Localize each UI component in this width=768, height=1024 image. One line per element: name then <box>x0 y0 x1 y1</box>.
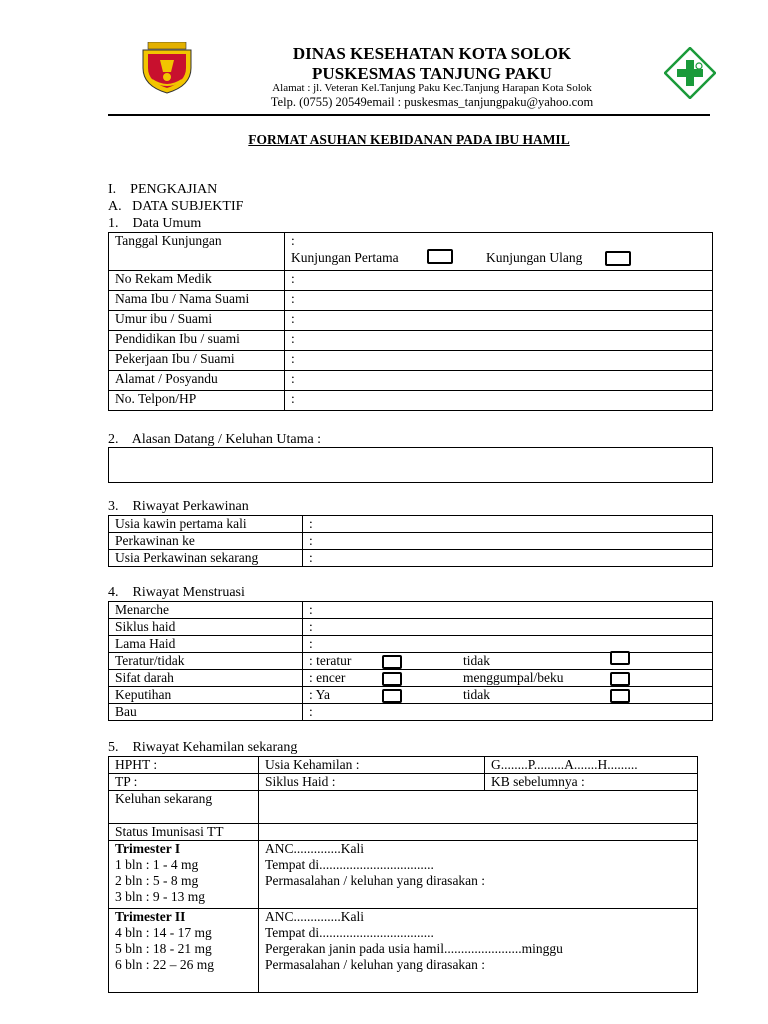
label-tp: TP : <box>109 774 259 791</box>
value-field[interactable]: : <box>285 331 713 351</box>
kunjungan-ulang-label: Kunjungan Ulang <box>486 250 583 265</box>
label-no-telpon: No. Telpon/HP <box>109 391 285 411</box>
encer-label: : encer <box>309 670 346 685</box>
table-row <box>109 824 698 841</box>
table-row <box>109 687 713 704</box>
header-rule <box>108 114 710 116</box>
header-contact: Telp. (0755) 20549email : puskesmas_tanjungpaku@yahoo.com <box>270 95 594 109</box>
label-sifat-darah: Sifat darah <box>109 670 303 687</box>
table-row <box>109 550 713 567</box>
table-row <box>109 791 698 824</box>
label-nama-ibu-suami: Nama Ibu / Nama Suami <box>109 291 285 311</box>
kunjungan-pertama-checkbox[interactable] <box>427 249 453 264</box>
trimester-1-line: 2 bln : 5 - 8 mg <box>115 873 199 888</box>
section-data-umum: 1. Data Umum <box>108 216 202 231</box>
anc-field[interactable]: ANC..............Kali <box>265 841 364 856</box>
label-keluhan-sekarang: Keluhan sekarang <box>109 791 259 824</box>
label-gpah: G........P.........A.......H......... <box>485 757 698 774</box>
keluhan-field[interactable] <box>259 791 698 824</box>
value-field[interactable]: : <box>285 271 713 291</box>
tidak-keputihan-checkbox[interactable] <box>610 689 630 703</box>
tidak-teratur-checkbox[interactable] <box>610 651 630 665</box>
value-field[interactable]: : <box>303 516 713 533</box>
perkawinan-table <box>108 515 713 567</box>
table-row <box>109 533 713 550</box>
value-field[interactable]: : <box>303 636 713 653</box>
tempat-field[interactable]: Tempat di.................................. <box>265 857 434 872</box>
label-lama-haid: Lama Haid <box>109 636 303 653</box>
label-keputihan: Keputihan <box>109 687 303 704</box>
colon: : <box>291 233 295 248</box>
imunisasi-field[interactable] <box>259 824 698 841</box>
kehamilan-table <box>108 756 698 993</box>
table-row <box>109 757 698 774</box>
table-row <box>109 602 713 619</box>
section-pengkajian: I. PENGKAJIAN <box>108 182 218 197</box>
menggumpal-label: menggumpal/beku <box>463 670 564 685</box>
table-row <box>109 371 713 391</box>
label-perkawinan-ke: Perkawinan ke <box>109 533 303 550</box>
table-row <box>109 516 713 533</box>
teratur-label: : teratur <box>309 653 352 668</box>
label-no-rekam-medik: No Rekam Medik <box>109 271 285 291</box>
label-status-imunisasi: Status Imunisasi TT <box>109 824 259 841</box>
label-siklus-haid: Siklus Haid : <box>259 774 485 791</box>
permasalahan-label: Permasalahan / keluhan yang dirasakan : <box>265 957 486 972</box>
table-row <box>109 704 713 721</box>
ya-checkbox[interactable] <box>382 689 402 703</box>
label-usia-perkawinan-sekarang: Usia Perkawinan sekarang <box>109 550 303 567</box>
anc-field[interactable]: ANC..............Kali <box>265 909 364 924</box>
table-row <box>109 909 698 993</box>
trimester-1-line: 3 bln : 9 - 13 mg <box>115 889 205 904</box>
value-field[interactable]: : <box>285 311 713 331</box>
table-row <box>109 331 713 351</box>
trimester-1-line: 1 bln : 1 - 4 mg <box>115 857 199 872</box>
tidak-label: tidak <box>463 687 490 702</box>
value-field[interactable]: : <box>303 550 713 567</box>
tidak-label: tidak <box>463 653 490 668</box>
value-field[interactable]: : <box>303 619 713 636</box>
section-riwayat-menstruasi: 4. Riwayat Menstruasi <box>108 585 245 600</box>
value-field[interactable]: : <box>303 602 713 619</box>
table-row <box>109 233 713 271</box>
header-address: Alamat : jl. Veteran Kel.Tanjung Paku Kec.Tanjung Harapan Kota Solok <box>272 82 592 94</box>
section-riwayat-kehamilan: 5. Riwayat Kehamilan sekarang <box>108 740 298 755</box>
trimester-2-line: 4 bln : 14 - 17 mg <box>115 925 212 940</box>
trimester-2-title: Trimester II <box>115 909 186 924</box>
kunjungan-pertama-label: Kunjungan Pertama <box>291 250 399 265</box>
value-field[interactable]: : <box>285 371 713 391</box>
alasan-datang-field[interactable] <box>108 447 713 483</box>
ya-label: : Ya <box>309 687 331 702</box>
menggumpal-checkbox[interactable] <box>610 672 630 686</box>
label-teratur-tidak: Teratur/tidak <box>109 653 303 670</box>
section-data-subjektif: A. DATA SUBJEKTIF <box>108 199 244 214</box>
table-row <box>109 391 713 411</box>
teratur-checkbox[interactable] <box>382 655 402 669</box>
table-row <box>109 653 713 670</box>
label-hpht: HPHT : <box>109 757 259 774</box>
value-field[interactable]: : <box>303 704 713 721</box>
value-field[interactable]: : <box>285 291 713 311</box>
permasalahan-label: Permasalahan / keluhan yang dirasakan : <box>265 873 486 888</box>
label-alamat-posyandu: Alamat / Posyandu <box>109 371 285 391</box>
tempat-field[interactable]: Tempat di.................................. <box>265 925 434 940</box>
data-umum-table <box>108 232 713 411</box>
table-row <box>109 774 698 791</box>
value-field[interactable]: : <box>285 391 713 411</box>
label-usia-kawin-pertama: Usia kawin pertama kali <box>109 516 303 533</box>
value-field[interactable]: : <box>303 533 713 550</box>
header-line1: DINAS KESEHATAN KOTA SOLOK <box>292 44 572 63</box>
trimester-2-line: 5 bln : 18 - 21 mg <box>115 941 212 956</box>
section-alasan-datang: 2. Alasan Datang / Keluhan Utama : <box>108 432 322 447</box>
table-row <box>109 619 713 636</box>
section-riwayat-perkawinan: 3. Riwayat Perkawinan <box>108 499 249 514</box>
label-bau: Bau <box>109 704 303 721</box>
label-umur-ibu-suami: Umur ibu / Suami <box>109 311 285 331</box>
label-kb-sebelumnya: KB sebelumnya : <box>485 774 698 791</box>
trimester-1-title: Trimester I <box>115 841 181 856</box>
label-pendidikan: Pendidikan Ibu / suami <box>109 331 285 351</box>
value-field[interactable]: : <box>285 351 713 371</box>
header-line2: PUSKESMAS TANJUNG PAKU <box>312 64 552 83</box>
table-row <box>109 291 713 311</box>
table-row <box>109 636 713 653</box>
kunjungan-ulang-checkbox[interactable] <box>605 251 631 266</box>
table-row <box>109 670 713 687</box>
table-row <box>109 351 713 371</box>
table-row <box>109 271 713 291</box>
label-siklus-haid: Siklus haid <box>109 619 303 636</box>
label-menarche: Menarche <box>109 602 303 619</box>
pergerakan-janin-field[interactable]: Pergerakan janin pada usia hamil.......................minggu <box>265 941 563 956</box>
table-row <box>109 311 713 331</box>
table-row <box>109 841 698 909</box>
label-pekerjaan: Pekerjaan Ibu / Suami <box>109 351 285 371</box>
encer-checkbox[interactable] <box>382 672 402 686</box>
menstruasi-table <box>108 601 713 721</box>
label-usia-kehamilan: Usia Kehamilan : <box>259 757 485 774</box>
label-tanggal-kunjungan: Tanggal Kunjungan <box>109 233 285 271</box>
trimester-2-line: 6 bln : 22 – 26 mg <box>115 957 215 972</box>
form-title: FORMAT ASUHAN KEBIDANAN PADA IBU HAMIL <box>248 132 570 147</box>
